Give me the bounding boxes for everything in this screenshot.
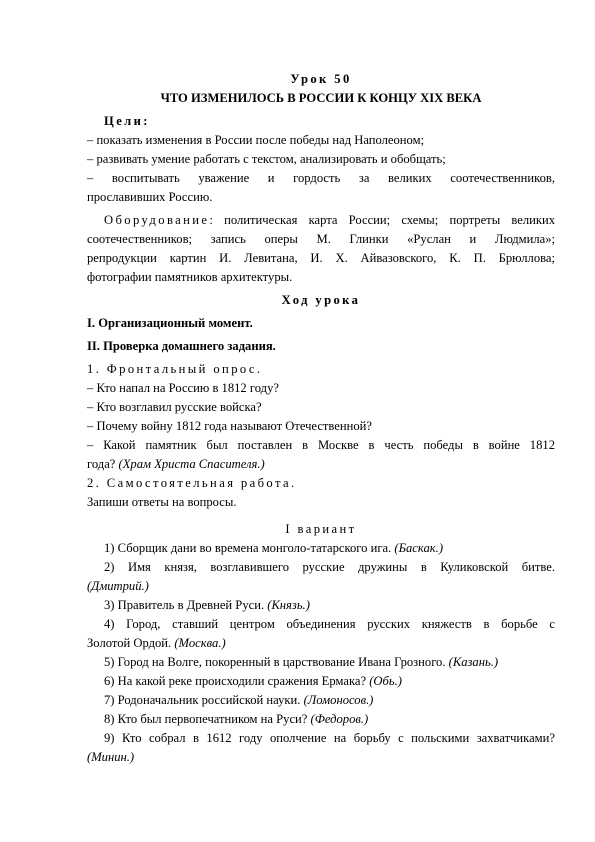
equipment-text: : политическая карта России; схемы; портреты великих xyxy=(209,213,555,227)
variant-answer: (Москва.) xyxy=(174,636,226,650)
lesson-flow-heading: Ход урока xyxy=(281,293,361,307)
equipment-line: фотографии памятников архитектуры. xyxy=(87,270,293,284)
question-continuation xyxy=(87,455,555,474)
instruction-text: Запиши ответы на вопросы. xyxy=(87,495,237,509)
lesson-title: ЧТО ИЗМЕНИЛОСЬ В РОССИИ К КОНЦУ XIX ВЕКА xyxy=(160,91,482,105)
lesson-number: Урок 50 xyxy=(290,72,352,86)
frontal-survey-label: 1. Фронтальный опрос. xyxy=(87,362,263,376)
variant-question: 3) Правитель в Древней Руси. xyxy=(104,598,265,612)
variant-question: 7) Родоначальник российской науки. xyxy=(104,693,301,707)
question-item: – Кто возглавил русские войска? xyxy=(87,400,262,414)
variant-question: 6) На какой реке происходили сражения Ермака? xyxy=(104,674,367,688)
stage-homework-check: II. Проверка домашнего задания. xyxy=(87,339,276,353)
question-item: – Почему войну 1812 года называют Отечественной? xyxy=(87,419,373,433)
equipment-label: Оборудование xyxy=(104,213,210,227)
variant-item: 2) Имя князя, возглавившего русские дружины в Куликовской битве. xyxy=(104,560,555,574)
variant-question: Золотой Ордой. xyxy=(87,636,172,650)
variant-heading: I вариант xyxy=(285,522,357,536)
variant-item xyxy=(87,672,555,691)
goal-item: – показать изменения в России после победы над Наполеоном; xyxy=(87,133,425,147)
question-item: – Кто напал на Россию в 1812 году? xyxy=(87,381,279,395)
variant-item xyxy=(87,691,555,710)
variant-answer: (Федоров.) xyxy=(310,712,369,726)
question-item: – Какой памятник был поставлен в Москве в честь победы в войне 1812 xyxy=(87,438,555,452)
variant-question: 5) Город на Волге, покоренный в царствование Ивана Грозного. xyxy=(104,655,446,669)
variant-answer: (Обь.) xyxy=(369,674,402,688)
equipment-line: репродукции картин И. Левитана, И. Х. Айвазовского, К. П. Брюллова; xyxy=(87,251,555,265)
variant-answer: (Казань.) xyxy=(448,655,499,669)
question-answer: (Храм Христа Спасителя.) xyxy=(118,457,265,471)
variant-item xyxy=(87,710,555,729)
variant-answer: (Ломоносов.) xyxy=(303,693,374,707)
equipment-line xyxy=(87,211,555,230)
variant-question: 1) Сборщик дани во времена монголо-татарского ига. xyxy=(104,541,392,555)
variant-item: 9) Кто собрал в 1612 году ополчение на борьбу с польскими захватчиками? xyxy=(104,731,555,745)
goal-item-continuation: прославивших Россию. xyxy=(87,190,213,204)
goal-item: – воспитывать уважение и гордость за великих соотечественников, xyxy=(87,171,555,185)
variant-item xyxy=(87,596,555,615)
variant-answer: (Дмитрий.) xyxy=(87,579,149,593)
variant-item: 4) Город, ставший центром объединения русских княжеств в борьбе с xyxy=(104,617,555,631)
equipment-line: соотечественников; запись оперы М. Глинки «Руслан и Людмила»; xyxy=(87,232,555,246)
variant-item xyxy=(87,653,555,672)
variant-answer-line xyxy=(87,748,555,767)
stage-organizational: I. Организационный момент. xyxy=(87,316,253,330)
variant-item xyxy=(87,539,555,558)
goal-item: – развивать умение работать с текстом, анализировать и обобщать; xyxy=(87,152,446,166)
variant-answer: (Баскак.) xyxy=(394,541,444,555)
independent-work-label: 2. Самостоятельная работа. xyxy=(87,476,297,490)
goals-heading: Цели: xyxy=(104,114,150,128)
variant-answer: (Князь.) xyxy=(267,598,310,612)
document-page xyxy=(87,70,555,767)
variant-continuation xyxy=(87,634,555,653)
variant-answer: (Минин.) xyxy=(87,750,135,764)
question-text: года? xyxy=(87,457,116,471)
variant-answer-line xyxy=(87,577,555,596)
variant-question: 8) Кто был первопечатником на Руси? xyxy=(104,712,308,726)
